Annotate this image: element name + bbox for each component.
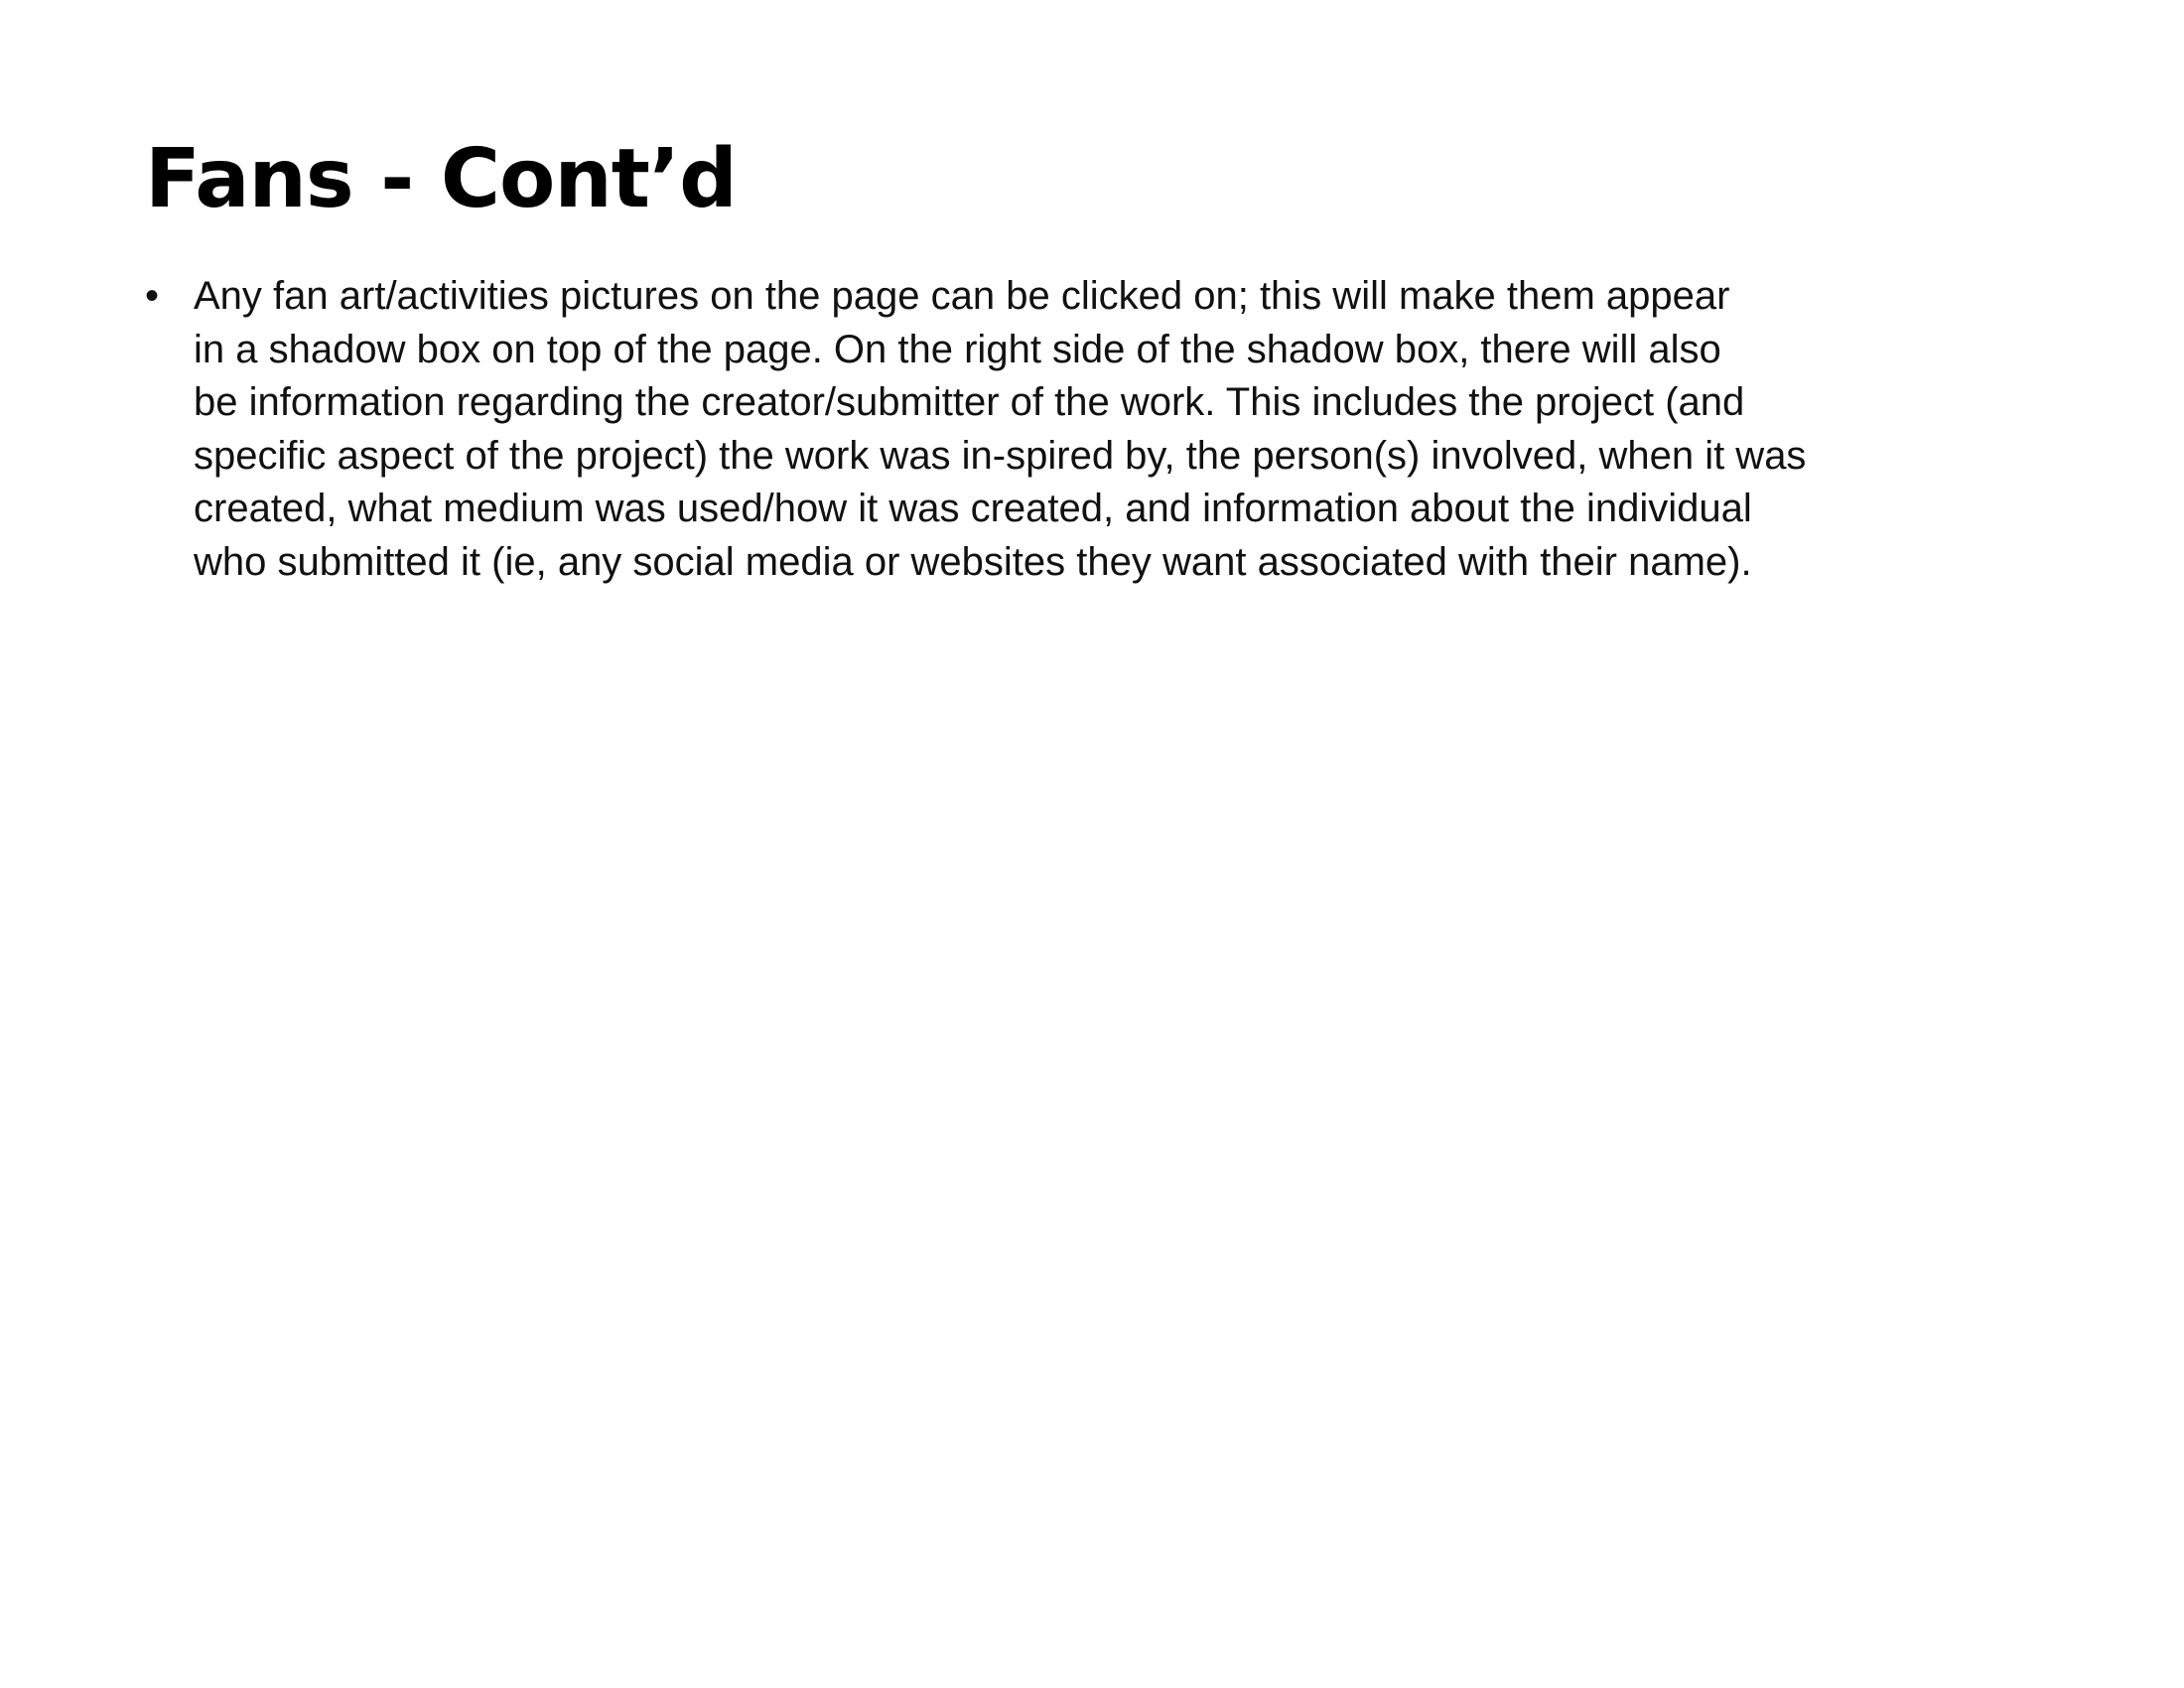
bullet-item [145, 270, 2061, 589]
bullet-text-line: Any fan art/activities pictures on the page can be clicked on; this will make them appear [194, 274, 1730, 318]
bullet-text-line: in a shadow box on top of the page. On the right side of the shadow box, there will also [194, 327, 1721, 371]
bullet-marker: • [145, 274, 160, 318]
bullet-text-line: be information regarding the creator/submitter of the work. This includes the project (and [194, 380, 1745, 424]
bullet-text-line: created, what medium was used/how it was created, and information about the individual [194, 487, 1752, 530]
slide-title: Fans - Cont’d [145, 132, 737, 226]
bullet-text-line: who submitted it (ie, any social media or websites they want associated with their name). [194, 539, 1752, 584]
bullet-text-line: specific aspect of the project) the work was in-spired by, the person(s) involved, when it was [194, 433, 1807, 478]
bullet-list [145, 270, 2061, 589]
